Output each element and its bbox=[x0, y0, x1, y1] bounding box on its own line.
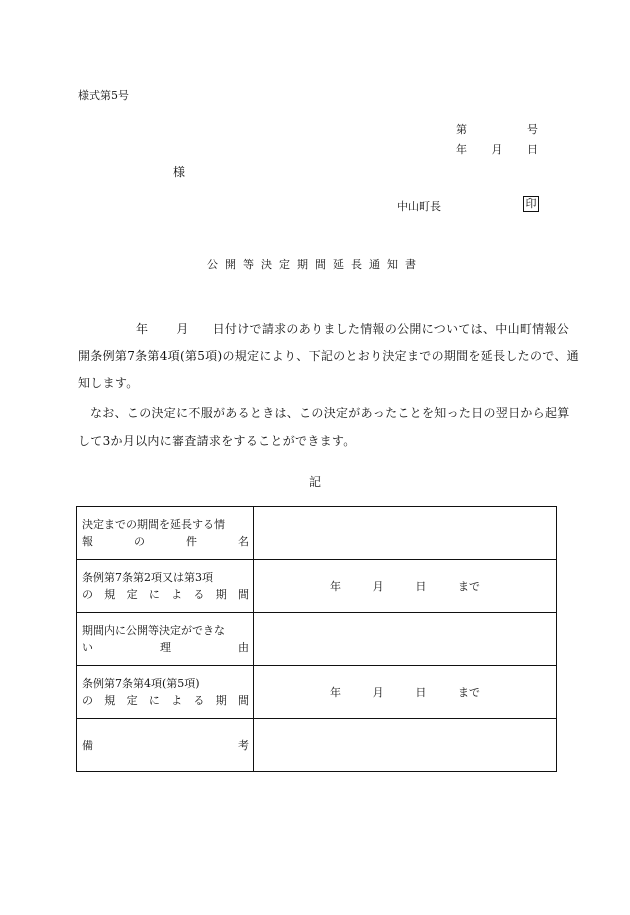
table-row bbox=[77, 719, 557, 772]
row-value[interactable]: 年 月 日 まで bbox=[254, 560, 557, 613]
body-paragraph-line-1 bbox=[78, 320, 570, 337]
date-year: 年 bbox=[456, 143, 467, 156]
body-paragraph-line-4: なお、この決定に不服があるときは、この決定があったことを知った日の翌日から起算 bbox=[90, 406, 570, 420]
date-day: 日 bbox=[527, 143, 538, 156]
row-value[interactable] bbox=[254, 613, 557, 666]
row-label: 備 考 bbox=[77, 719, 254, 772]
number-suffix: 号 bbox=[527, 123, 538, 136]
row-label: 決定までの期間を延長する情 報 の 件 名 bbox=[77, 507, 254, 560]
details-table bbox=[76, 506, 557, 772]
row-value[interactable] bbox=[254, 719, 557, 772]
row-label: 期間内に公開等決定ができな い 理 由 bbox=[77, 613, 254, 666]
row-value[interactable]: 年 月 日 まで bbox=[254, 666, 557, 719]
table-row bbox=[77, 666, 557, 719]
addressee-honorific: 様 bbox=[173, 165, 186, 179]
table-row bbox=[77, 507, 557, 560]
table-row bbox=[77, 613, 557, 666]
date-month: 月 bbox=[491, 143, 503, 156]
document-title: 公開等決定期間延長通知書 bbox=[207, 258, 423, 271]
body-year: 年 bbox=[136, 322, 149, 336]
document-date-line bbox=[456, 141, 538, 157]
seal-mark: 印 bbox=[523, 196, 539, 212]
row-label: 条例第7条第2項又は第3項 の 規 定 に よ る 期 間 bbox=[77, 560, 254, 613]
table-row bbox=[77, 560, 557, 613]
body-paragraph-line-3: 知します。 bbox=[78, 376, 139, 390]
record-mark: 記 bbox=[308, 475, 321, 489]
row-value[interactable] bbox=[254, 507, 557, 560]
issuer-name: 中山町長 bbox=[397, 200, 441, 213]
body-line1-text: 日付けで請求のありました情報の公開については、中山町情報公 bbox=[212, 322, 570, 336]
number-prefix: 第 bbox=[456, 123, 467, 136]
body-paragraph-line-2: 開条例第7条第4項(第5項)の規定により、下記のとおり決定までの期間を延長したので、通 bbox=[78, 349, 579, 363]
form-number: 様式第5号 bbox=[78, 89, 129, 102]
document-number-line bbox=[456, 121, 538, 137]
body-month: 月 bbox=[176, 322, 189, 336]
row-label: 条例第7条第4項(第5項) の 規 定 に よ る 期 間 bbox=[77, 666, 254, 719]
body-paragraph-line-5: して3か月以内に審査請求をすることができます。 bbox=[78, 434, 356, 448]
